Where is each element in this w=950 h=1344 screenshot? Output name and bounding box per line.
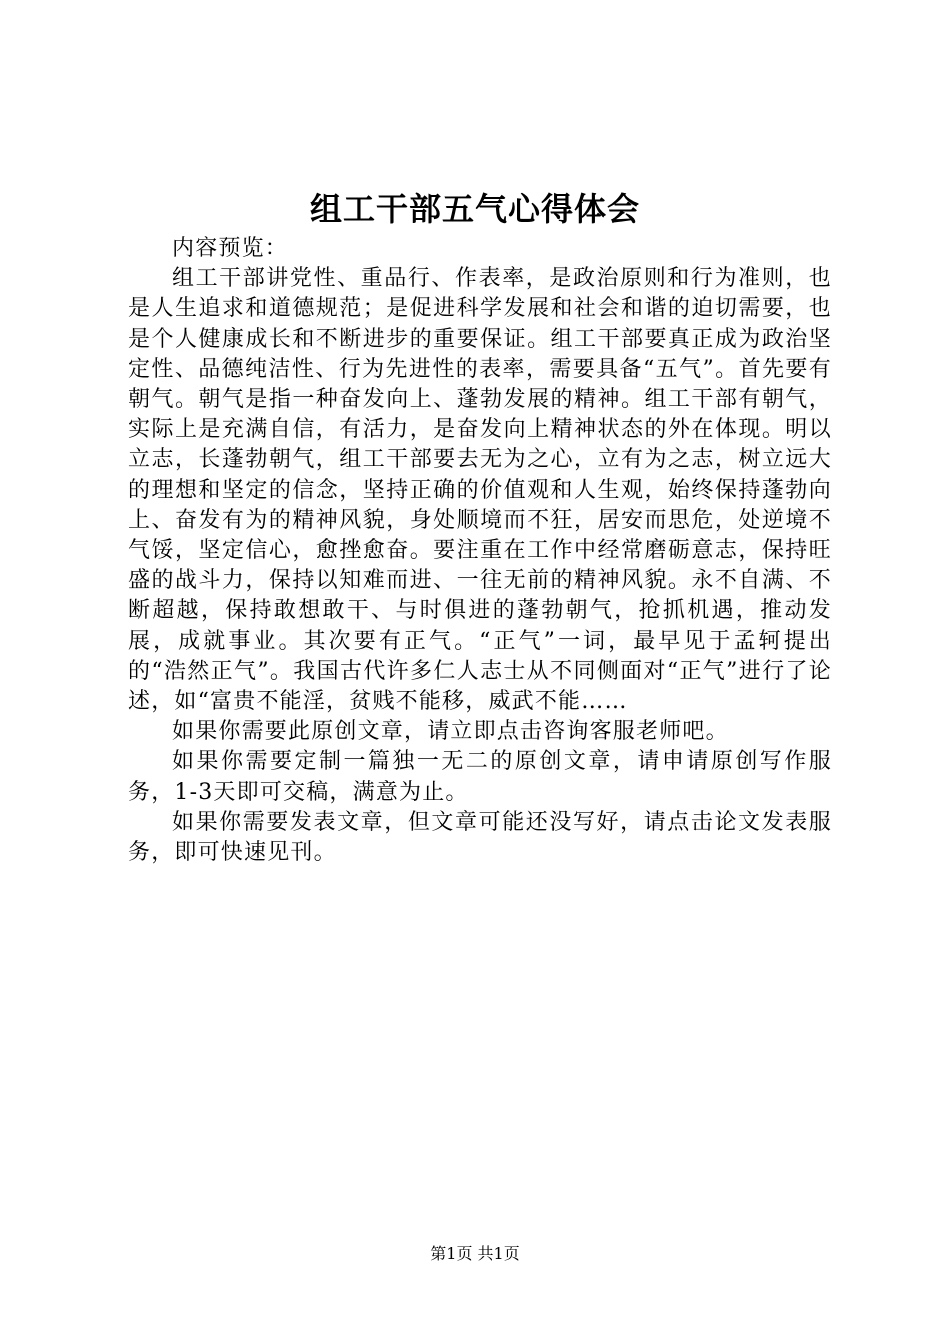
document-title: 组工干部五气心得体会	[309, 190, 640, 228]
publish-paragraph: 如果你需要发表文章，但文章可能还没写好，请点击论文发表服务，即可快速见刊。	[128, 809, 832, 866]
page-number-footer: 第1页 共1页	[430, 1244, 520, 1263]
document-body	[128, 234, 832, 868]
preview-label: 内容预览：	[172, 236, 289, 261]
custom-writing-paragraph: 如果你需要定制一篇独一无二的原创文章，请申请原创写作服务，1-3天即可交稿，满意为止。	[128, 749, 832, 805]
consult-paragraph: 如果你需要此原创文章，请立即点击咨询客服老师吧。	[172, 719, 729, 745]
preview-paragraph: 组工干部讲党性、重品行、作表率，是政治原则和行为准则，也是人生追求和道德规范；是促进科学发展和社会和谐的迫切需要，也是个人健康成长和不断进步的重要保证。组工干部要真正成为政治坚定性、品德纯洁性、行为先进性的表率，需要具备“五气”。首先要有朝气。朝气是指一种奋发向上、蓬勃发展的精神。组工干部有朝气，实际上是充满自信，有活力，是奋发向上精神状态的外在体现。明以立志，长蓬勃朝气，组工干部要去无为之心，立有为之志，树立远大的理想和坚定的信念，坚持正确的价值观和人生观，始终保持蓬勃向上、奋发有为的精神风貌，身处顺境而不狂，居安而思危，处逆境不气馁，坚定信心，愈挫愈奋。要注重在工作中经常磨砺意志，保持旺盛的战斗力，保持以知难而进、一往无前的精神风貌。永不自满、不断超越，保持敢想敢干、与时俱进的蓬勃朝气，抢抓机遇，推动发展，成就事业。其次要有正气。“正气”一词，最早见于孟轲提出的“浩然正气”。我国古代许多仁人志士从不同侧面对“正气”进行了论述，如“富贵不能淫，贫贱不能移，威武不能……	[128, 266, 832, 715]
